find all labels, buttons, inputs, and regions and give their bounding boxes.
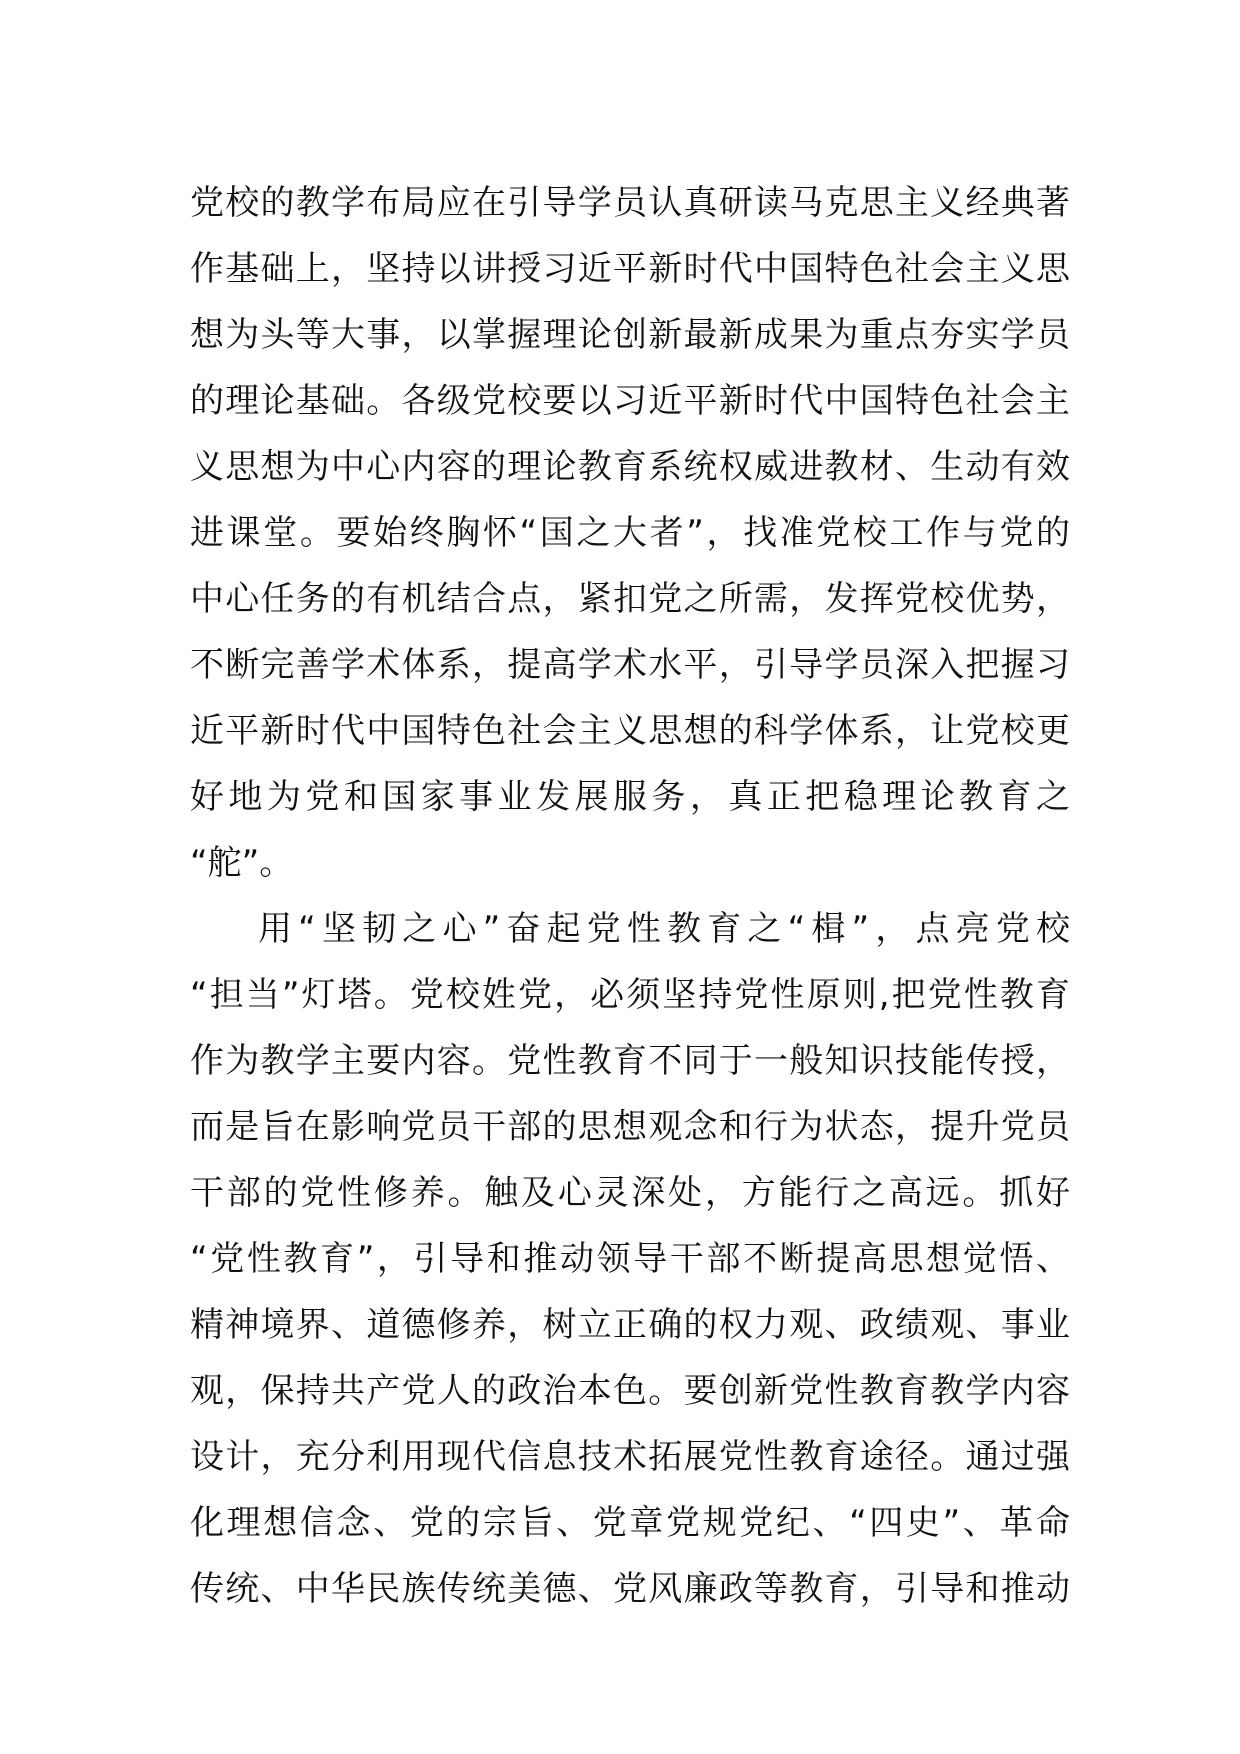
text-line: 不断完善学术体系，提高学术水平，引导学员深入把握习 xyxy=(190,645,1070,685)
text-line: 干部的党性修养。触及心灵深处，方能行之高远。抓好 xyxy=(190,1173,1070,1213)
paragraph-start-line: 用“坚韧之心”奋起党性教育之“楫”，点亮党校 xyxy=(258,909,1070,949)
text-line: 而是旨在影响党员干部的思想观念和行为状态，提升党员 xyxy=(190,1107,1070,1147)
text-line: 传统、中华民族传统美德、党风廉政等教育，引导和推动 xyxy=(190,1569,1070,1609)
text-line: 设计，充分利用现代信息技术拓展党性教育途径。通过强 xyxy=(190,1437,1070,1477)
text-line: 的理论基础。各级党校要以习近平新时代中国特色社会主 xyxy=(190,381,1070,421)
text-line: “党性教育”，引导和推动领导干部不断提高思想觉悟、 xyxy=(190,1239,1070,1279)
text-line: 中心任务的有机结合点，紧扣党之所需，发挥党校优势， xyxy=(190,579,1070,619)
body-text xyxy=(190,170,1070,1622)
text-line: 义思想为中心内容的理论教育系统权威进教材、生动有效 xyxy=(190,447,1070,487)
text-line: “担当”灯塔。党校姓党，必须坚持党性原则,把党性教育 xyxy=(190,975,1070,1015)
text-line: 作为教学主要内容。党性教育不同于一般知识技能传授， xyxy=(190,1041,1070,1081)
text-line: 好地为党和国家事业发展服务，真正把稳理论教育之 xyxy=(190,777,1070,817)
text-line: 进课堂。要始终胸怀“国之大者”，找准党校工作与党的 xyxy=(190,513,1070,553)
text-line: 作基础上，坚持以讲授习近平新时代中国特色社会主义思 xyxy=(190,249,1070,289)
text-line: 精神境界、道德修养，树立正确的权力观、政绩观、事业 xyxy=(190,1305,1070,1345)
text-line: 想为头等大事，以掌握理论创新最新成果为重点夯实学员 xyxy=(190,315,1070,355)
text-line: 党校的教学布局应在引导学员认真研读马克思主义经典著 xyxy=(190,183,1070,223)
text-line: 近平新时代中国特色社会主义思想的科学体系，让党校更 xyxy=(190,711,1070,751)
text-line: 观，保持共产党人的政治本色。要创新党性教育教学内容 xyxy=(190,1371,1070,1411)
text-line: “舵”。 xyxy=(190,843,294,883)
text-line: 化理想信念、党的宗旨、党章党规党纪、“四史”、革命 xyxy=(190,1503,1070,1543)
